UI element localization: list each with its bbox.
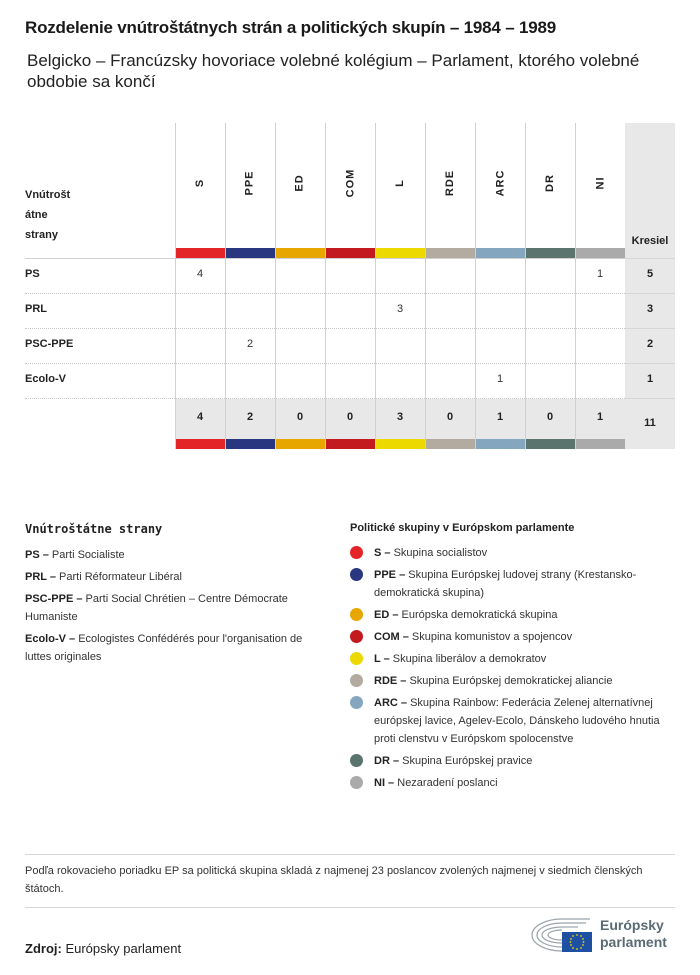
- footnote: Podľa rokovacieho poriadku EP sa politická skupina skladá z najmenej 23 poslancov zvolených najmenej v siedmich členských štátoch.: [25, 865, 643, 895]
- legend-code: ED –: [374, 609, 399, 621]
- legend-text: Skupina Európskej ludovej strany (Krestansko-demokratická skupina): [374, 569, 637, 599]
- legend-item: [350, 628, 680, 646]
- seats-divider: [625, 363, 675, 364]
- legend-text: Parti Réformateur Libéral: [59, 571, 182, 583]
- legend-text: Nezaradení poslanci: [397, 777, 498, 789]
- table-cell: 2: [246, 338, 254, 350]
- column-header-label: PPE: [243, 170, 256, 196]
- legend-text: Európska demokratická skupina: [401, 609, 558, 621]
- row-divider: [25, 363, 625, 364]
- color-bar-ppe: [226, 439, 275, 449]
- row-total: 5: [646, 268, 654, 280]
- legend-item: [350, 566, 680, 602]
- legend-code: NI –: [374, 777, 395, 789]
- color-bar-ni: [576, 248, 625, 258]
- source-value: Európsky parlament: [65, 941, 182, 956]
- legend-item: [350, 774, 680, 792]
- legend-text: Skupina socialistov: [393, 547, 488, 559]
- seats-column-background: [625, 123, 675, 449]
- column-total: 4: [196, 411, 204, 423]
- legend-code: PRL –: [25, 571, 56, 583]
- dot-icon: [350, 696, 363, 709]
- dot-icon: [350, 754, 363, 767]
- column-header-label: DR: [543, 174, 556, 192]
- legend-code: DR –: [374, 755, 400, 767]
- table-cell: 1: [596, 268, 604, 280]
- divider: [25, 854, 675, 855]
- color-bar-dr: [526, 439, 575, 449]
- legend-item: [350, 650, 680, 668]
- color-bar-ed: [276, 439, 325, 449]
- color-bar-rde: [426, 439, 475, 449]
- row-header-line: átne: [25, 209, 48, 221]
- color-bar-arc: [476, 439, 525, 449]
- column-total: 2: [246, 411, 254, 423]
- color-bar-dr: [526, 248, 575, 258]
- column-header-arc: [475, 123, 525, 243]
- table-cell: 1: [496, 373, 504, 385]
- color-bar-s: [176, 248, 225, 258]
- color-bar-s: [176, 439, 225, 449]
- column-header-ed: [275, 123, 325, 243]
- legend-item: [25, 590, 325, 626]
- column-header-label: RDE: [443, 169, 456, 197]
- row-total: 2: [646, 338, 654, 350]
- row-total: 3: [646, 303, 654, 315]
- color-bar-arc: [476, 248, 525, 258]
- color-bar-rde: [426, 248, 475, 258]
- legend-item: [350, 544, 680, 562]
- legend-heading: Vnútroštátne strany: [25, 522, 163, 536]
- legend-code: PSC-PPE –: [25, 593, 83, 605]
- row-header-line: strany: [25, 229, 59, 241]
- logo-text-line: parlament: [600, 934, 667, 950]
- legend-item: [25, 546, 325, 564]
- column-header-dr: [525, 123, 575, 243]
- logo-text: [600, 917, 667, 951]
- color-bar-ni: [576, 439, 625, 449]
- legend-item: [350, 606, 680, 624]
- row-header-line: Vnútrošt: [25, 189, 71, 201]
- row-divider: [25, 398, 625, 399]
- legend-text: Parti Socialiste: [51, 549, 125, 561]
- legend-text: Skupina liberálov a demokratov: [392, 653, 547, 665]
- column-header-ni: [575, 123, 625, 243]
- column-header-label: ARC: [494, 169, 506, 197]
- column-header-s: [175, 123, 225, 243]
- column-total: 3: [396, 411, 404, 423]
- source: [25, 941, 181, 956]
- color-bar-l: [376, 439, 425, 449]
- color-bar-l: [376, 248, 425, 258]
- logo-text-line: Európsky: [600, 917, 664, 933]
- chart-subtitle: Belgicko – Francúzsky hovoriace volebné kolégium – Parlament, ktorého volebné obdobie sa končí: [27, 51, 640, 91]
- legend-code: RDE –: [374, 675, 407, 687]
- column-header-label: ED: [294, 174, 306, 192]
- legend-code: ARC –: [374, 697, 408, 709]
- column-header-label: COM: [343, 168, 356, 198]
- dot-icon: [350, 674, 363, 687]
- column-total: 0: [296, 411, 304, 423]
- legend-text: Parti Social Chrétien – Centre Démocrate Humaniste: [25, 593, 288, 623]
- legend-item: [350, 694, 680, 748]
- column-header-l: [375, 123, 425, 243]
- table-cell: 3: [396, 303, 404, 315]
- national-parties-legend: [25, 522, 325, 670]
- legend-code: S –: [374, 547, 391, 559]
- color-bar-com: [326, 439, 375, 449]
- seats-divider: [625, 328, 675, 329]
- legend-code: PPE –: [374, 569, 406, 581]
- row-divider: [25, 258, 625, 259]
- column-total: 1: [496, 411, 504, 423]
- distribution-table: [25, 123, 675, 453]
- row-label-psc-ppe: PSC-PPE: [25, 338, 74, 350]
- legend-code: Ecolo-V –: [25, 633, 76, 645]
- source-label: Zdroj:: [25, 941, 62, 956]
- dot-icon: [350, 608, 363, 621]
- chart-title: Rozdelenie vnútroštátnych strán a politických skupín – 1984 – 1989: [25, 18, 556, 37]
- legend-code: L –: [374, 653, 390, 665]
- legend-heading: Politické skupiny v Európskom parlamente: [350, 522, 575, 534]
- legend-text: Skupina komunistov a spojencov: [411, 631, 573, 643]
- row-header: [25, 185, 105, 245]
- seats-divider: [625, 293, 675, 294]
- row-divider: [25, 328, 625, 329]
- dot-icon: [350, 546, 363, 559]
- legend-text: Skupina Európskej pravice: [402, 755, 533, 767]
- dot-icon: [350, 776, 363, 789]
- color-bar-ed: [276, 248, 325, 258]
- political-groups-legend: [350, 522, 680, 796]
- legend-item: [25, 568, 325, 586]
- column-header-ppe: [225, 123, 275, 243]
- divider: [25, 907, 675, 908]
- european-parliament-logo-icon: [528, 915, 594, 955]
- legend-text: Skupina Rainbow: Federácia Zelenej alternatívnej európskej lavice, Agelev-Ecolo, Dánskeho ludového hnutia proti clenstvu v Európskom spolocenstve: [374, 697, 660, 745]
- legend-text: Ecologistes Confédérés pour l'organisation de luttes originales: [25, 633, 303, 663]
- row-label-prl: PRL: [25, 303, 47, 315]
- row-total: 1: [646, 373, 654, 385]
- seats-column-header: Kresiel: [631, 235, 669, 247]
- legend-item: [350, 672, 680, 690]
- dot-icon: [350, 652, 363, 665]
- column-header-rde: [425, 123, 475, 243]
- legend-code: COM –: [374, 631, 409, 643]
- european-parliament-logo: [528, 915, 678, 955]
- row-divider: [25, 293, 625, 294]
- dot-icon: [350, 568, 363, 581]
- column-total: 0: [446, 411, 454, 423]
- column-total: 0: [346, 411, 354, 423]
- seats-divider: [625, 398, 675, 399]
- column-header-label: L: [393, 179, 406, 187]
- legend-item: [350, 752, 680, 770]
- grand-total: 11: [644, 417, 656, 429]
- row-label-ecolo-v: Ecolo-V: [25, 373, 66, 385]
- seats-divider: [625, 258, 675, 259]
- legend-code: PS –: [25, 549, 49, 561]
- column-total: 0: [546, 411, 554, 423]
- column-header-label: NI: [594, 176, 606, 190]
- legend-text: Skupina Európskej demokratickej aliancie: [409, 675, 613, 687]
- column-header-label: S: [194, 178, 206, 188]
- table-cell: 4: [196, 268, 204, 280]
- row-label-ps: PS: [25, 268, 40, 280]
- color-bar-com: [326, 248, 375, 258]
- color-bar-ppe: [226, 248, 275, 258]
- legend-item: [25, 630, 325, 666]
- column-header-com: [325, 123, 375, 243]
- dot-icon: [350, 630, 363, 643]
- column-total: 1: [596, 411, 604, 423]
